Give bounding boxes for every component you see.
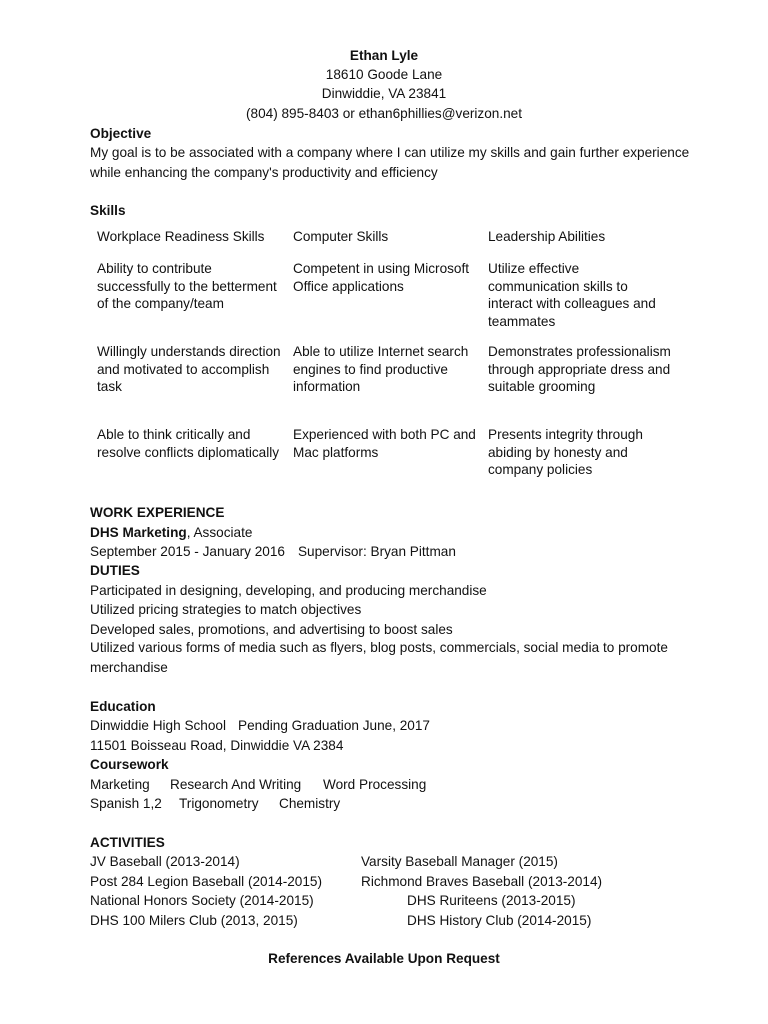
course-item: Marketing: [90, 777, 150, 792]
skills-column-header: Workplace Readiness Skills: [97, 229, 265, 244]
work-title: [90, 525, 252, 541]
school-line: [90, 718, 430, 734]
skills-column-header: Leadership Abilities: [488, 229, 606, 244]
activities-heading: ACTIVITIES: [90, 835, 165, 850]
objective-text: My goal is to be associated with a company where I can utilize my skills and gain further experience while enhancing the company's productivity and efficiency: [90, 145, 690, 180]
work-heading: WORK EXPERIENCE: [90, 505, 225, 520]
activity-item: DHS History Club (2014-2015): [407, 913, 592, 928]
supervisor: Supervisor: Bryan Pittman: [297, 544, 456, 559]
skills-cell: Utilize effective communication skills to interact with colleagues and teammates: [488, 261, 656, 329]
references-note: References Available Upon Request: [268, 951, 500, 966]
course-item: Word Processing: [323, 777, 427, 792]
contact-line: (804) 895-8403 or ethan6phillies@verizon.net: [245, 106, 523, 121]
activity-item: National Honors Society (2014-2015): [90, 893, 314, 908]
course-item: Research And Writing: [170, 777, 302, 792]
skills-heading: Skills: [90, 203, 126, 218]
resume-name: Ethan Lyle: [349, 48, 419, 63]
objective-heading: Objective: [90, 126, 152, 141]
duty-item: Participated in designing, developing, and producing merchandise: [90, 583, 487, 598]
skills-cell: Able to think critically and resolve conflicts diplomatically: [97, 427, 280, 460]
address-line-1: 18610 Goode Lane: [325, 67, 443, 82]
education-heading: Education: [90, 699, 156, 714]
school-address: 11501 Boisseau Road, Dinwiddie VA 2384: [90, 738, 344, 753]
course-item: Spanish 1,2: [90, 796, 162, 811]
duty-item: Utilized pricing strategies to match objectives: [90, 602, 362, 617]
skills-cell: Presents integrity through abiding by honesty and company policies: [488, 427, 643, 477]
skills-cell: Competent in using Microsoft Office applications: [293, 261, 470, 294]
graduation-date: Pending Graduation June, 2017: [238, 718, 430, 733]
company-name: DHS Marketing: [90, 525, 187, 540]
skills-column-header: Computer Skills: [293, 229, 389, 244]
activity-item: Post 284 Legion Baseball (2014-2015): [90, 874, 323, 889]
skills-cell: Willingly understands direction and motivated to accomplish task: [97, 344, 281, 394]
coursework-heading: Coursework: [90, 757, 169, 772]
skills-cell: Demonstrates professionalism through appropriate dress and suitable grooming: [488, 344, 671, 394]
skills-cell: Experienced with both PC and Mac platforms: [293, 427, 476, 460]
course-item: Chemistry: [279, 796, 341, 811]
activity-item: Richmond Braves Baseball (2013-2014): [361, 874, 603, 889]
work-dates: September 2015 - January 2016: [90, 544, 285, 559]
activity-item: JV Baseball (2013-2014): [90, 854, 240, 869]
duties-heading: DUTIES: [90, 563, 140, 578]
duty-item: Developed sales, promotions, and advertising to boost sales: [90, 622, 453, 637]
skills-cell: Able to utilize Internet search engines to find productive information: [293, 344, 469, 394]
school-name: Dinwiddie High School: [90, 718, 227, 733]
address-line-2: Dinwiddie, VA 23841: [321, 86, 447, 101]
work-dates-line: [90, 544, 456, 560]
skills-cell: Ability to contribute successfully to the betterment of the company/team: [97, 261, 277, 311]
job-role: , Associate: [186, 525, 253, 540]
duty-item: Utilized various forms of media such as flyers, blog posts, commercials, social media to promote merchandise: [90, 640, 668, 675]
course-item: Trigonometry: [179, 796, 259, 811]
activity-item: DHS 100 Milers Club (2013, 2015): [90, 913, 298, 928]
activity-item: DHS Ruriteens (2013-2015): [407, 893, 576, 908]
activity-item: Varsity Baseball Manager (2015): [361, 854, 558, 869]
